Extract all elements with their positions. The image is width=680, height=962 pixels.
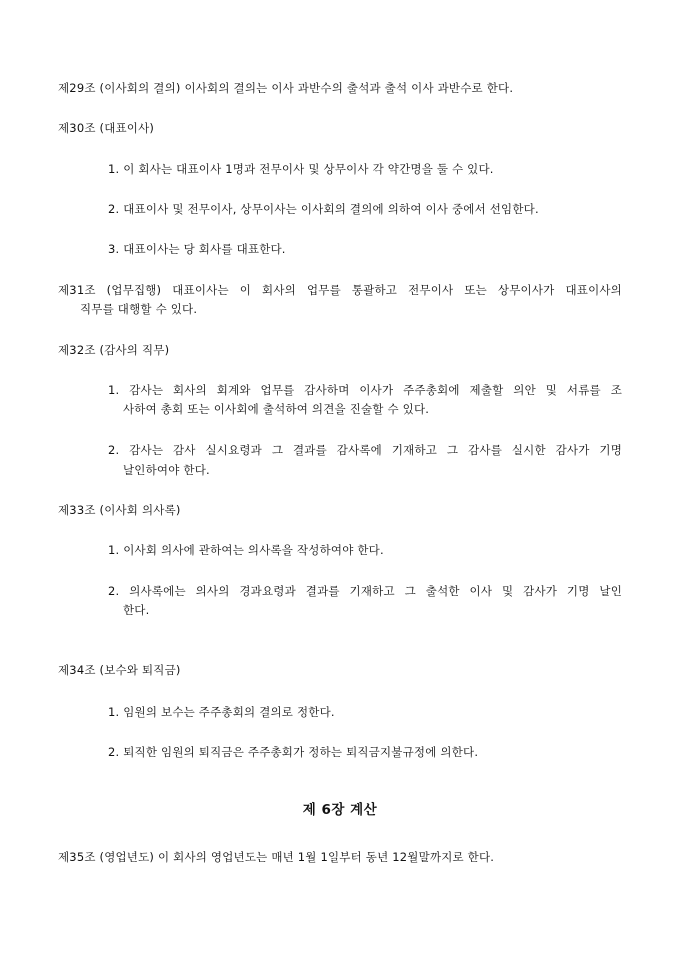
article-31-line-1: 제31조 (업무집행) 대표이사는 이 회사의 업무를 통괄하고 전무이사 또는 상무이사가 대표이사의 [58,283,622,297]
article-32-item-1-line-2: 사하여 총회 또는 이사회에 출석하여 의견을 진술할 수 있다. [123,402,430,416]
article-34-item-2: 2. 퇴직한 임원의 퇴직금은 주주총회가 정하는 퇴직금지불규정에 의한다. [108,745,479,759]
article-31-line-2: 직무를 대행할 수 있다. [80,302,198,316]
chapter-title: 제 6장 계산 [302,802,378,818]
article-33-heading: 제33조 (이사회 의사록) [58,503,181,517]
article-33-item-2-line-2: 한다. [123,603,150,617]
article-32-item-2-line-2: 날인하여야 한다. [123,463,210,477]
article-30-heading: 제30조 (대표이사) [58,121,155,135]
article-30-item-1: 1. 이 회사는 대표이사 1명과 전무이사 및 상무이사 각 약간명을 둘 수 있다. [108,162,494,176]
article-34-item-1: 1. 임원의 보수는 주주총회의 결의로 정한다. [108,705,335,719]
article-34-heading: 제34조 (보수와 퇴직금) [58,663,181,677]
article-32-item-2-line-1: 2. 감사는 감사 실시요령과 그 결과를 감사록에 기재하고 그 감사를 실시한 감사가 기명 [108,443,622,457]
article-33-item-2-line-1: 2. 의사록에는 의사의 경과요령과 결과를 기재하고 그 출석한 이사 및 감사가 기명 날인 [108,584,622,598]
article-29: 제29조 (이사회의 결의) 이사회의 결의는 이사 과반수의 출석과 출석 이사 과반수로 한다. [58,81,514,95]
article-35: 제35조 (영업년도) 이 회사의 영업년도는 매년 1월 1일부터 동년 12월말까지로 한다. [58,850,495,864]
article-32-item-1-line-1: 1. 감사는 회사의 회계와 업무를 감사하며 이사가 주주총회에 제출할 의안 및 서류를 조 [108,383,622,397]
article-30-item-2: 2. 대표이사 및 전무이사, 상무이사는 이사회의 결의에 의하여 이사 중에서 선임한다. [108,202,539,216]
article-32-heading: 제32조 (감사의 직무) [58,343,170,357]
article-33-item-1: 1. 이사회 의사에 관하여는 의사록을 작성하여야 한다. [108,543,384,557]
article-30-item-3: 3. 대표이사는 당 회사를 대표한다. [108,242,286,256]
